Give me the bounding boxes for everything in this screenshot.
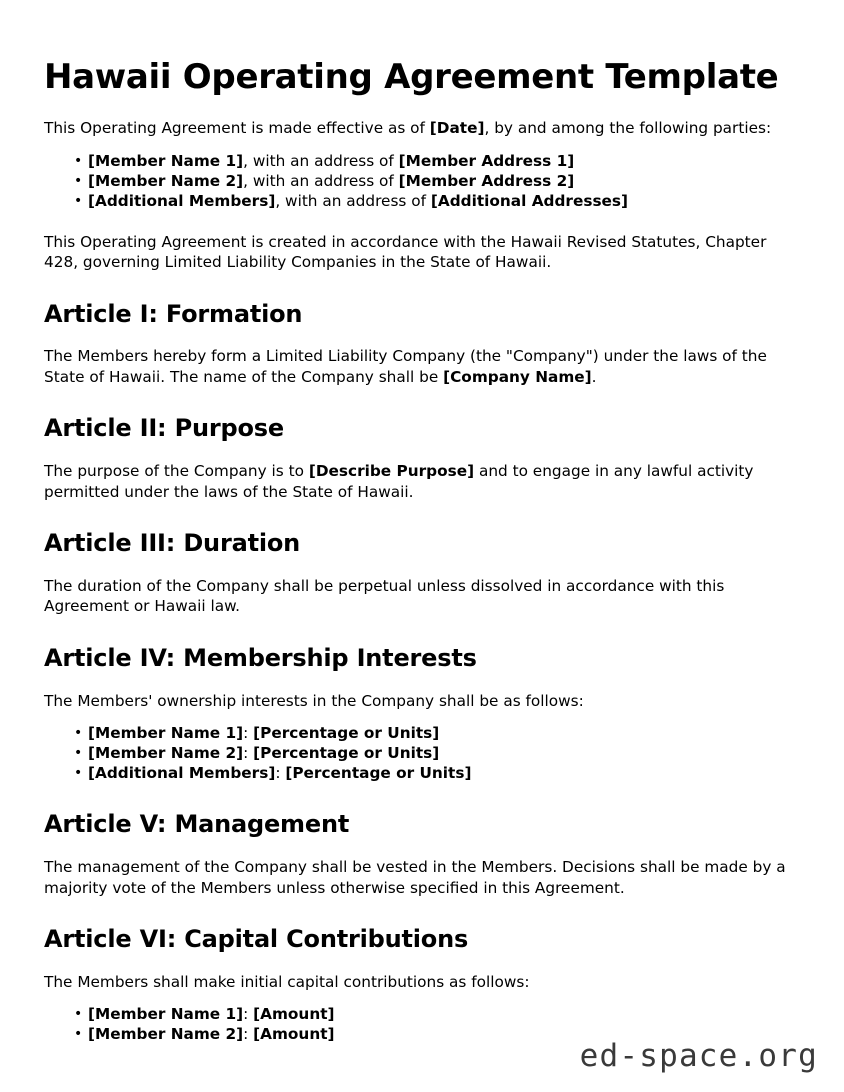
intro-text-after: , by and among the following parties: [484, 119, 772, 138]
item-separator: : [275, 764, 286, 783]
date-placeholder: [Date] [429, 119, 485, 138]
purpose-placeholder: [Describe Purpose] [308, 462, 475, 481]
article-heading-ii: Article II: Purpose [44, 414, 284, 443]
article-ii-text-before: The purpose of the Company is to [44, 462, 309, 481]
article-body-i [44, 346, 794, 387]
member-name: [Member Name 2] [88, 1025, 244, 1044]
list-item [88, 743, 794, 763]
item-separator: : [243, 724, 254, 743]
article-heading-v: Article V: Management [44, 810, 350, 839]
member-interest-value: [Percentage or Units] [253, 724, 440, 743]
article-iv-lead: The Members' ownership interests in the Company shall be as follows: [44, 691, 584, 710]
article-heading-iii: Article III: Duration [44, 529, 301, 558]
article-body-iii: The duration of the Company shall be perpetual unless dissolved in accordance with this Agreement or Hawaii law. [44, 576, 725, 616]
party-separator: , with an address of [243, 171, 399, 190]
list-item [88, 1004, 794, 1024]
member-interest-value: [Percentage or Units] [285, 764, 472, 783]
article-vi-lead: The Members shall make initial capital contributions as follows: [44, 972, 530, 991]
page-title: Hawaii Operating Agreement Template [44, 57, 779, 97]
item-separator: : [243, 744, 254, 763]
article-i-text-after: . [591, 367, 597, 386]
party-address: [Member Address 1] [398, 151, 575, 170]
item-separator: : [243, 1005, 254, 1024]
contribution-amount: [Amount] [253, 1025, 335, 1044]
article-heading-i: Article I: Formation [44, 299, 303, 328]
article-heading-iv: Article IV: Membership Interests [44, 643, 477, 672]
article-body-ii [44, 461, 794, 502]
party-name: [Additional Members] [88, 191, 276, 210]
party-address: [Additional Addresses] [430, 191, 629, 210]
member-name: [Member Name 1] [88, 1005, 244, 1024]
party-name: [Member Name 1] [88, 151, 244, 170]
contribution-amount: [Amount] [253, 1005, 335, 1024]
membership-interests-list [44, 723, 794, 783]
member-name: [Additional Members] [88, 764, 276, 783]
article-heading-vi: Article VI: Capital Contributions [44, 925, 469, 954]
member-name: [Member Name 2] [88, 744, 244, 763]
statute-paragraph: This Operating Agreement is created in accordance with the Hawaii Revised Statutes, Chapter 428, governing Limited Liability Companies in the State of Hawaii. [44, 232, 767, 272]
item-separator: : [243, 1025, 254, 1044]
intro-paragraph [44, 118, 794, 139]
intro-text-before: This Operating Agreement is made effective as of [44, 119, 430, 138]
party-separator: , with an address of [275, 191, 431, 210]
member-interest-value: [Percentage or Units] [253, 744, 440, 763]
article-ii-text-after: and to engage in any lawful activity permitted under the laws of the State of Hawaii. [44, 462, 754, 501]
member-name: [Member Name 1] [88, 724, 244, 743]
list-item [88, 763, 794, 783]
article-body-v: The management of the Company shall be vested in the Members. Decisions shall be made by a majority vote of the Members unless otherwise specified in this Agreement. [44, 858, 786, 897]
party-separator: , with an address of [243, 151, 399, 170]
party-name: [Member Name 2] [88, 171, 244, 190]
list-item [88, 171, 794, 191]
list-item [88, 191, 794, 211]
parties-list [44, 151, 794, 211]
list-item [88, 151, 794, 171]
article-i-text-before: The Members hereby form a Limited Liability Company (the "Company") under the laws of the State of Hawaii. The name of the Company shall be [44, 347, 767, 386]
company-name-placeholder: [Company Name] [443, 367, 592, 386]
list-item [88, 723, 794, 743]
watermark: ed-space.org [579, 1038, 818, 1074]
party-address: [Member Address 2] [398, 171, 575, 190]
